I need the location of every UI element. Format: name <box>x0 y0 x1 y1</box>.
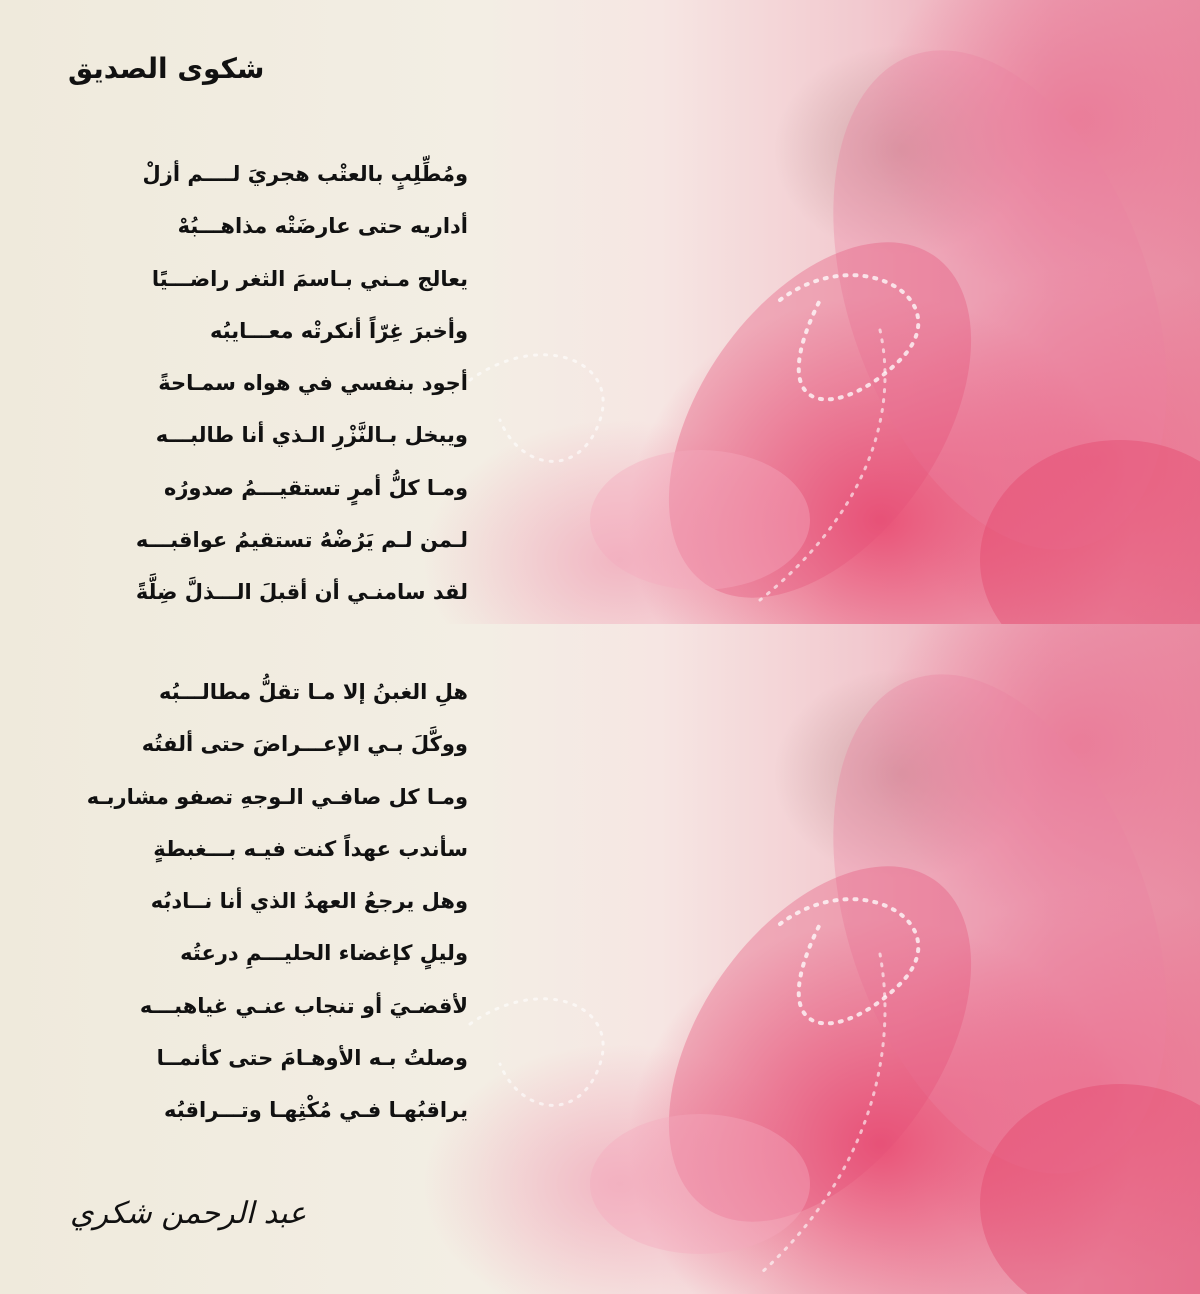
poem-panel-bottom <box>0 624 1200 1294</box>
poem-panel-top <box>0 0 1200 624</box>
author-name: عبد الرحمن شكري <box>70 1196 307 1231</box>
verse-line: لقد سامنـي أن أقبلَ الـــذلَّ ضِلَّةً <box>135 580 468 605</box>
verse-line: وليلٍ كإغضاء الحليـــمِ درعتُه <box>180 941 468 966</box>
verse-line: ويبخل بـالنَّزْرِ الـذي أنا طالبـــه <box>155 423 468 448</box>
verse-line: يراقبُهـا فـي مُكْثِهـا وتـــراقبُه <box>163 1098 468 1123</box>
verse-line: وصلتُ بـه الأوهـامَ حتى كأنمــا <box>156 1046 468 1071</box>
verse-line: وأخبرَ غِرّاً أنكرتْه معـــايبُه <box>209 318 468 343</box>
verse-line: أجود بنفسي في هواه سمـاحةً <box>158 371 468 396</box>
stanza-1 <box>68 148 468 619</box>
verse-line: ومُطِّلِبٍ بالعتْب هجريَ لــــم أزلْ <box>142 162 468 186</box>
verse-line: سأندب عهداً كنت فيـه بـــغبطةٍ <box>153 836 468 861</box>
verse-line: لـمن لـم يَرُضْهُ تستقيمُ عواقبـــه <box>135 528 468 553</box>
verse-line: أداريه حتى عارضَتْه مذاهـــبُهْ <box>177 214 468 239</box>
verse-line: وهل يرجعُ العهدُ الذي أنا نــادبُه <box>150 889 468 914</box>
stanza-2 <box>68 666 468 1137</box>
verse-line: هلِ الغبنُ إلا مـا تقلُّ مطالـــبُه <box>159 680 468 704</box>
verse-line: ومـا كل صافـي الـوجهِ تصفو مشاربـه <box>86 784 468 809</box>
verse-line: يعالج مـني بـاسمَ الثغر راضـــيًا <box>151 266 468 291</box>
verse-line: ومـا كلُّ أمرٍ تستقيـــمُ صدورُه <box>163 475 468 500</box>
poem-title: شكوى الصديق <box>68 52 265 85</box>
verse-line: لأقضـيَ أو تنجاب عنـي غياهبـــه <box>139 993 468 1018</box>
verse-line: ووكَّلَ بـي الإعـــراضَ حتى ألفتُه <box>141 732 468 757</box>
